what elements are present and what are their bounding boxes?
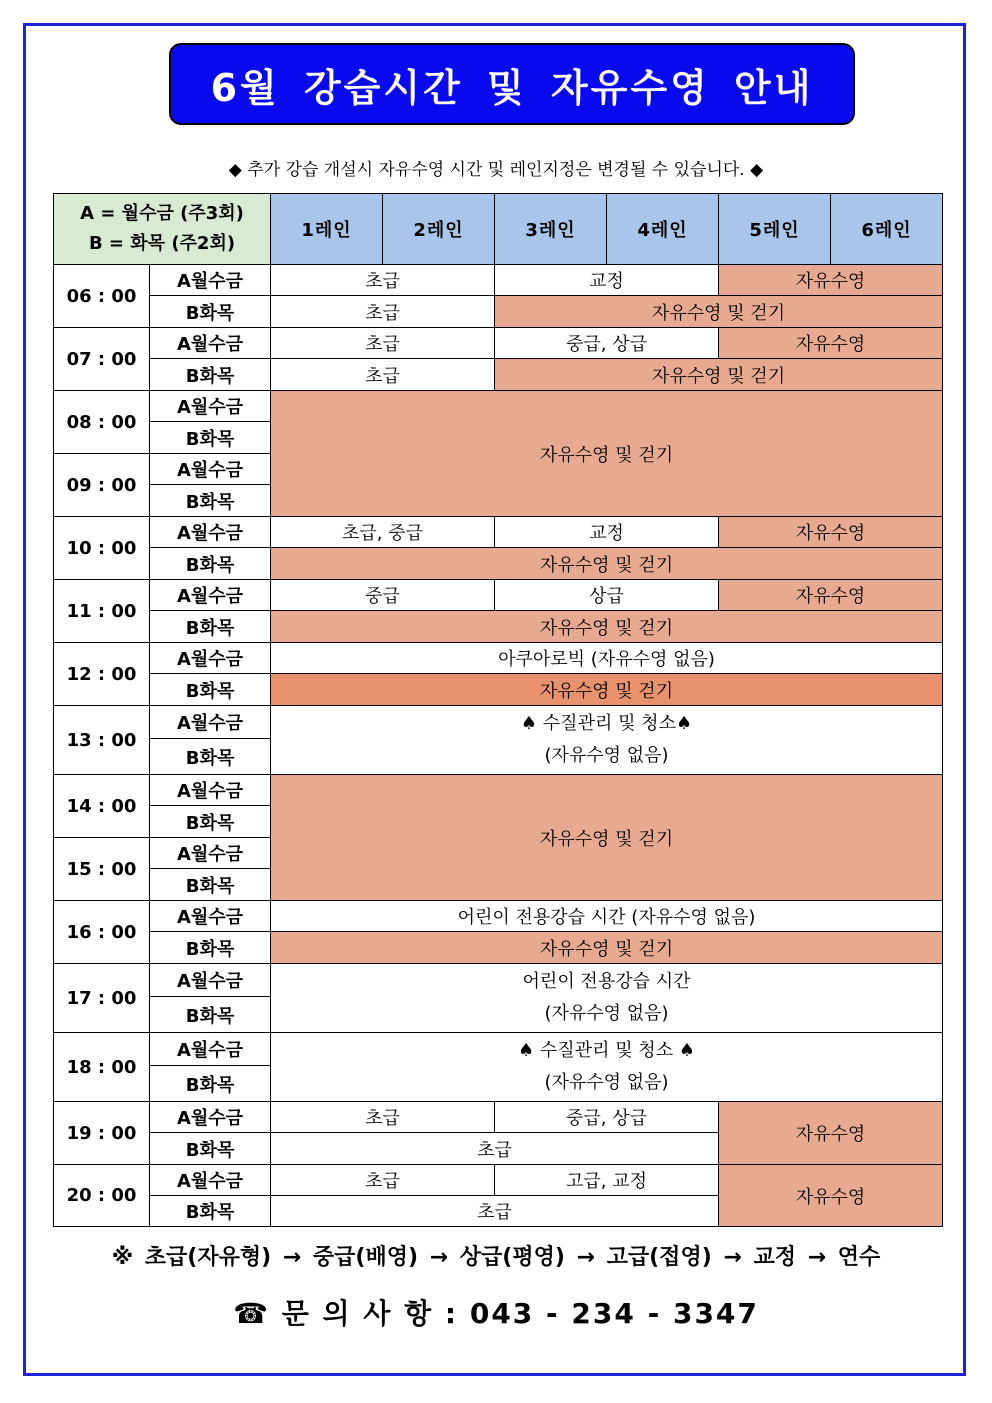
table-row <box>54 643 943 674</box>
spade-icon: ♠ <box>518 1040 535 1061</box>
spade-icon: ♠ <box>675 713 693 734</box>
table-row <box>54 265 943 296</box>
spade-icon: ♠ <box>678 1040 695 1061</box>
group-a-cell: A월수금 <box>150 1102 271 1133</box>
no-free-text: (자유수영 없음) <box>544 745 669 766</box>
schedule-cell: 교정 <box>495 265 719 296</box>
water-care-text: 수질관리 및 청소 <box>542 713 676 734</box>
table-row <box>54 1102 943 1133</box>
schedule-cell: 초급, 중급 <box>271 517 495 548</box>
table-row <box>54 901 943 932</box>
group-a-cell: A월수금 <box>150 454 271 485</box>
lane-header: 4레인 <box>607 194 719 265</box>
group-b-cell: B화목 <box>150 359 271 391</box>
group-b-cell: B화목 <box>150 997 271 1033</box>
schedule-table <box>53 193 943 1227</box>
group-a-cell: A월수금 <box>150 775 271 806</box>
schedule-cell: 자유수영 및 걷기 <box>271 674 943 706</box>
group-b-cell: B화목 <box>150 1196 271 1227</box>
schedule-cell: 초급 <box>271 328 495 359</box>
lane-header: 3레인 <box>495 194 607 265</box>
schedule-cell: 아쿠아로빅 (자유수영 없음) <box>271 643 943 674</box>
time-cell: 06 : 00 <box>54 265 150 328</box>
group-a-cell: A월수금 <box>150 1033 271 1066</box>
group-a-cell: A월수금 <box>150 391 271 422</box>
group-a-cell: A월수금 <box>150 838 271 869</box>
diamond-icon: ◆ <box>228 160 242 180</box>
group-b-cell: B화목 <box>150 806 271 838</box>
group-a-cell: A월수금 <box>150 964 271 997</box>
table-row <box>54 517 943 548</box>
schedule-cell <box>271 1033 943 1102</box>
schedule-cell: 초급 <box>271 359 495 391</box>
group-b-cell: B화목 <box>150 1066 271 1102</box>
no-free-text: (자유수영 없음) <box>544 1072 669 1093</box>
legend-a: A = 월수금 (주3회) <box>80 203 244 224</box>
table-row <box>54 580 943 611</box>
group-a-cell: A월수금 <box>150 517 271 548</box>
group-a-cell: A월수금 <box>150 580 271 611</box>
table-row <box>54 1033 943 1066</box>
schedule-cell: 자유수영 <box>719 517 943 548</box>
table-row <box>54 328 943 359</box>
header-row <box>54 194 943 265</box>
schedule-cell: 중급, 상급 <box>495 1102 719 1133</box>
time-cell: 17 : 00 <box>54 964 150 1033</box>
schedule-cell: 자유수영 및 걷기 <box>271 391 943 517</box>
table-row <box>54 775 943 806</box>
group-a-cell: A월수금 <box>150 265 271 296</box>
time-cell: 07 : 00 <box>54 328 150 391</box>
time-cell: 15 : 00 <box>54 838 150 901</box>
time-cell: 11 : 00 <box>54 580 150 643</box>
lane-header: 1레인 <box>271 194 383 265</box>
contact-info: ☎ 문 의 사 항 : 043 - 234 - 3347 <box>233 1297 759 1330</box>
group-a-cell: A월수금 <box>150 901 271 932</box>
schedule-cell: 고급, 교정 <box>495 1165 719 1196</box>
group-a-cell: A월수금 <box>150 328 271 359</box>
legend-b: B = 화목 (주2회) <box>88 233 236 254</box>
legend-cell <box>54 194 271 265</box>
lane-header: 2레인 <box>383 194 495 265</box>
kids-text: 어린이 전용강습 시간 <box>522 971 691 992</box>
group-a-cell: A월수금 <box>150 643 271 674</box>
time-cell: 18 : 00 <box>54 1033 150 1102</box>
table-row <box>54 611 943 643</box>
schedule-cell: 자유수영 및 걷기 <box>495 359 943 391</box>
schedule-cell: 상급 <box>495 580 719 611</box>
page-title: 6월 강습시간 및 자유수영 안내 <box>169 43 855 125</box>
group-b-cell: B화목 <box>150 611 271 643</box>
lane-header: 5레인 <box>719 194 831 265</box>
schedule-cell: 초급 <box>271 1102 495 1133</box>
lane-header: 6레인 <box>831 194 943 265</box>
group-b-cell: B화목 <box>150 739 271 775</box>
schedule-cell: 중급, 상급 <box>495 328 719 359</box>
schedule-cell: 자유수영 및 걷기 <box>271 548 943 580</box>
group-b-cell: B화목 <box>150 932 271 964</box>
group-a-cell: A월수금 <box>150 706 271 739</box>
table-row <box>54 964 943 997</box>
schedule-cell <box>271 706 943 775</box>
table-row <box>54 674 943 706</box>
group-a-cell: A월수금 <box>150 1165 271 1196</box>
schedule-cell: 자유수영 및 걷기 <box>271 932 943 964</box>
schedule-cell: 초급 <box>271 1165 495 1196</box>
time-cell: 20 : 00 <box>54 1165 150 1227</box>
table-row <box>54 1165 943 1196</box>
table-row <box>54 359 943 391</box>
time-cell: 19 : 00 <box>54 1102 150 1165</box>
schedule-cell: 자유수영 <box>719 328 943 359</box>
group-b-cell: B화목 <box>150 422 271 454</box>
group-b-cell: B화목 <box>150 1133 271 1165</box>
schedule-cell: 초급 <box>271 296 495 328</box>
time-cell: 08 : 00 <box>54 391 150 454</box>
group-b-cell: B화목 <box>150 869 271 901</box>
schedule-cell: 초급 <box>271 265 495 296</box>
schedule-cell: 교정 <box>495 517 719 548</box>
schedule-cell: 자유수영 및 걷기 <box>271 611 943 643</box>
table-row <box>54 706 943 739</box>
notice-text: 추가 강습 개설시 자유수영 시간 및 레인지정은 변경될 수 있습니다. <box>247 160 745 180</box>
table-row <box>54 296 943 328</box>
group-b-cell: B화목 <box>150 674 271 706</box>
time-cell: 16 : 00 <box>54 901 150 964</box>
notice <box>0 155 992 180</box>
group-b-cell: B화목 <box>150 485 271 517</box>
table-row <box>54 548 943 580</box>
schedule-cell: 자유수영 <box>719 1102 943 1165</box>
no-free-text: (자유수영 없음) <box>544 1003 669 1024</box>
spade-icon: ♠ <box>520 713 538 734</box>
schedule-cell: 어린이 전용강습 시간 (자유수영 없음) <box>271 901 943 932</box>
schedule-cell: 자유수영 및 걷기 <box>271 775 943 901</box>
time-cell: 13 : 00 <box>54 706 150 775</box>
schedule-cell: 초급 <box>271 1133 719 1165</box>
group-b-cell: B화목 <box>150 296 271 328</box>
time-cell: 12 : 00 <box>54 643 150 706</box>
schedule-cell <box>271 964 943 1033</box>
schedule-cell: 초급 <box>271 1196 719 1227</box>
schedule-cell: 자유수영 <box>719 265 943 296</box>
schedule-cell: 자유수영 <box>719 580 943 611</box>
table-row <box>54 391 943 422</box>
schedule-cell: 자유수영 <box>719 1165 943 1227</box>
schedule-cell: 중급 <box>271 580 495 611</box>
table-row <box>54 932 943 964</box>
time-cell: 09 : 00 <box>54 454 150 517</box>
time-cell: 14 : 00 <box>54 775 150 838</box>
diamond-icon: ◆ <box>750 160 764 180</box>
level-progression: ※ 초급(자유형) → 중급(배영) → 상급(평영) → 고급(접영) → 교정 → 연수 <box>111 1245 881 1270</box>
time-cell: 10 : 00 <box>54 517 150 580</box>
schedule-cell: 자유수영 및 걷기 <box>495 296 943 328</box>
water-care-text: 수질관리 및 청소 <box>539 1040 674 1061</box>
group-b-cell: B화목 <box>150 548 271 580</box>
